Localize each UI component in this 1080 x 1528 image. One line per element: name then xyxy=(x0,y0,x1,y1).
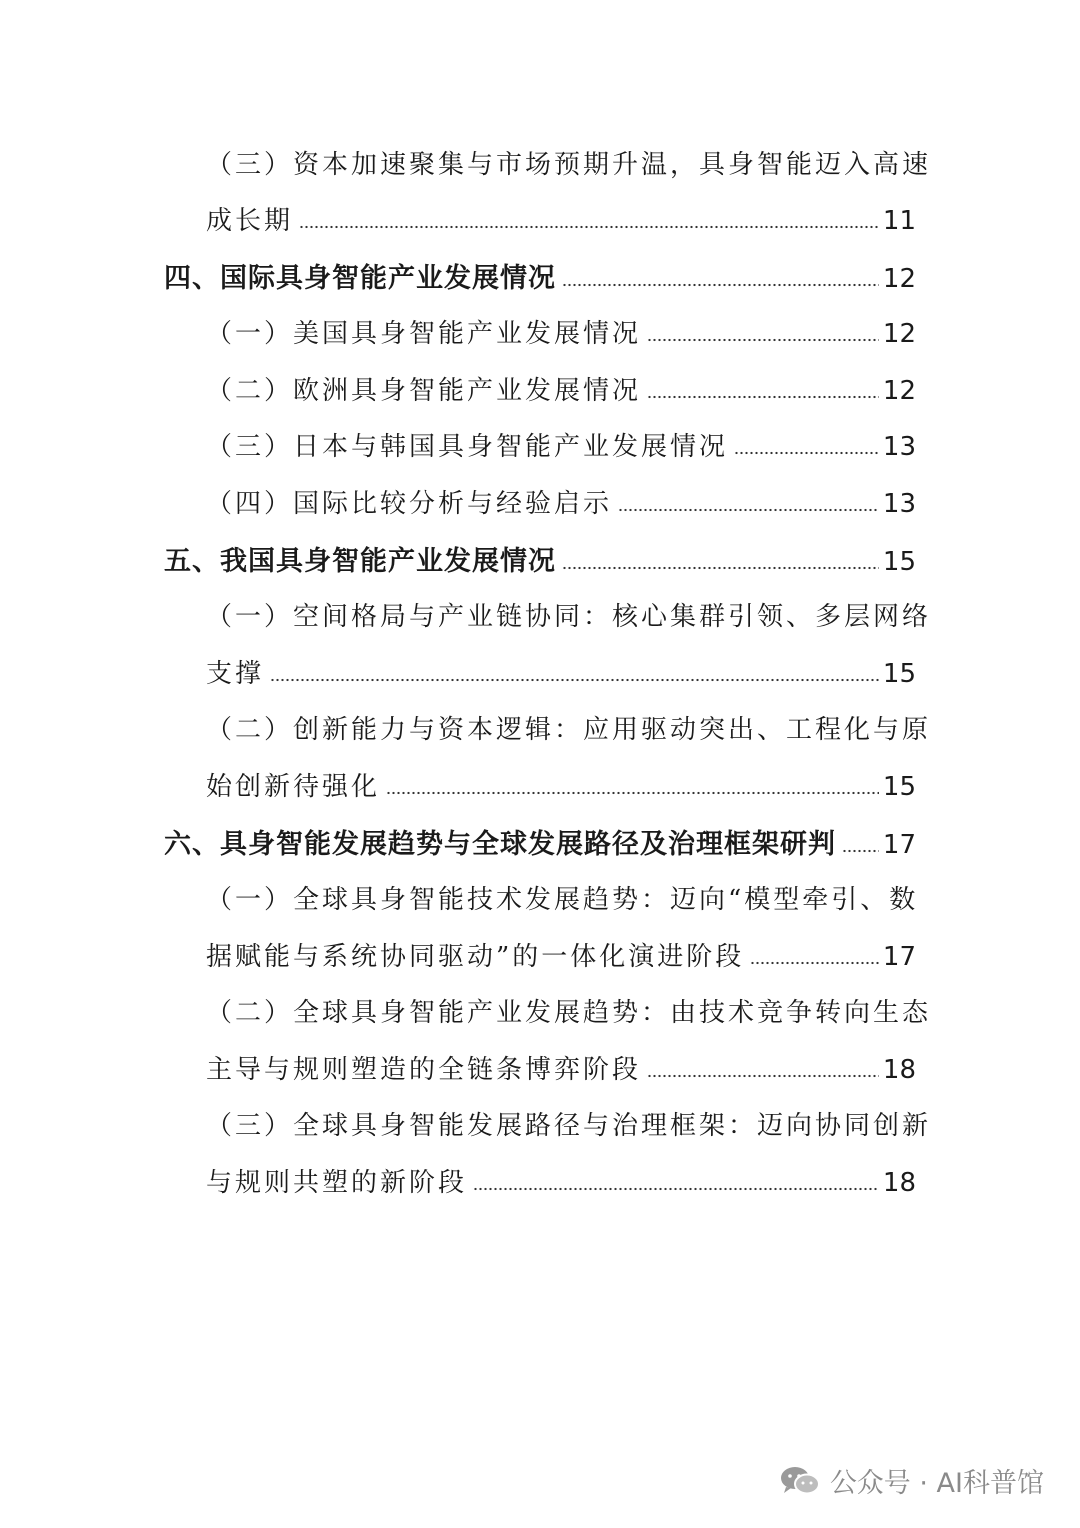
dot-leader xyxy=(270,678,879,682)
dot-leader xyxy=(750,961,879,965)
toc-entry-label: 始创新待强化 xyxy=(206,772,381,802)
dot-leader xyxy=(842,849,879,853)
page-number: 18 xyxy=(882,1055,916,1085)
page-number: 15 xyxy=(882,772,916,802)
watermark-text: 公众号 · AI科普馆 xyxy=(829,1468,1044,1499)
toc-entry-4-4[interactable] xyxy=(206,483,916,520)
toc-entry-label: 据赋能与系统协同驱动”的一体化演进阶段 xyxy=(206,942,745,972)
page-number: 11 xyxy=(882,206,916,236)
toc-entry-4-3[interactable] xyxy=(206,426,916,463)
toc-entry-6-3[interactable] xyxy=(206,1162,916,1199)
dot-leader xyxy=(647,395,879,399)
dot-leader xyxy=(299,225,879,229)
wechat-icon xyxy=(780,1465,820,1497)
toc-entry-6-3-line1: （三）全球具身智能发展路径与治理框架：迈向协同创新 xyxy=(206,1111,932,1141)
page-number: 15 xyxy=(882,547,916,577)
toc-entry-6-2-line1: （二）全球具身智能产业发展趋势：由技术竞争转向生态 xyxy=(206,998,932,1028)
toc-entry-label: （一）美国具身智能产业发展情况 xyxy=(206,319,642,349)
toc-entry-3-3[interactable] xyxy=(206,200,916,237)
toc-entry-label: 主导与规则塑造的全链条博弈阶段 xyxy=(206,1055,642,1085)
page-number: 15 xyxy=(882,659,916,689)
toc-entry-5-1-line1: （一）空间格局与产业链协同：核心集群引领、多层网络 xyxy=(206,602,932,632)
toc-entry-6-2[interactable] xyxy=(206,1049,916,1086)
toc-entry-label: （二）欧洲具身智能产业发展情况 xyxy=(206,376,642,406)
toc-chapter-label: 五、我国具身智能产业发展情况 xyxy=(164,546,556,577)
toc-entry-label: 与规则共塑的新阶段 xyxy=(206,1168,468,1198)
page-number: 12 xyxy=(882,376,916,406)
dot-leader xyxy=(386,791,879,795)
page-number: 17 xyxy=(882,942,916,972)
toc-entry-label: 成长期 xyxy=(206,206,294,236)
page-number: 18 xyxy=(882,1168,916,1198)
toc-entry-3-3-line1: （三）资本加速聚集与市场预期升温，具身智能迈入高速 xyxy=(206,150,932,180)
toc-entry-6-1[interactable] xyxy=(206,936,916,973)
toc-chapter-4[interactable] xyxy=(164,256,916,295)
page-number: 13 xyxy=(882,489,916,519)
dot-leader xyxy=(562,566,879,570)
page-number: 12 xyxy=(882,319,916,349)
page-number: 17 xyxy=(882,830,916,860)
toc-chapter-5[interactable] xyxy=(164,539,916,578)
dot-leader xyxy=(562,283,879,287)
toc-chapter-label: 四、国际具身智能产业发展情况 xyxy=(164,263,556,294)
toc-entry-5-1[interactable] xyxy=(206,653,916,690)
toc-chapter-label: 六、具身智能发展趋势与全球发展路径及治理框架研判 xyxy=(164,829,836,860)
toc-entry-5-2-line1: （二）创新能力与资本逻辑：应用驱动突出、工程化与原 xyxy=(206,715,932,745)
toc-chapter-6[interactable] xyxy=(164,822,916,861)
dot-leader xyxy=(734,451,879,455)
dot-leader xyxy=(618,508,879,512)
toc-entry-label: （四）国际比较分析与经验启示 xyxy=(206,489,613,519)
dot-leader xyxy=(647,1074,879,1078)
toc-entry-4-1[interactable] xyxy=(206,313,916,350)
dot-leader xyxy=(473,1187,879,1191)
dot-leader xyxy=(647,338,879,342)
page-number: 12 xyxy=(882,264,916,294)
watermark xyxy=(780,1461,1044,1500)
toc-entry-4-2[interactable] xyxy=(206,370,916,407)
toc-entry-label: 支撑 xyxy=(206,659,265,689)
toc-entry-5-2[interactable] xyxy=(206,766,916,803)
toc-entry-label: （三）日本与韩国具身智能产业发展情况 xyxy=(206,432,729,462)
toc-entry-6-1-line1: （一）全球具身智能技术发展趋势：迈向“模型牵引、数 xyxy=(206,885,919,915)
page-number: 13 xyxy=(882,432,916,462)
